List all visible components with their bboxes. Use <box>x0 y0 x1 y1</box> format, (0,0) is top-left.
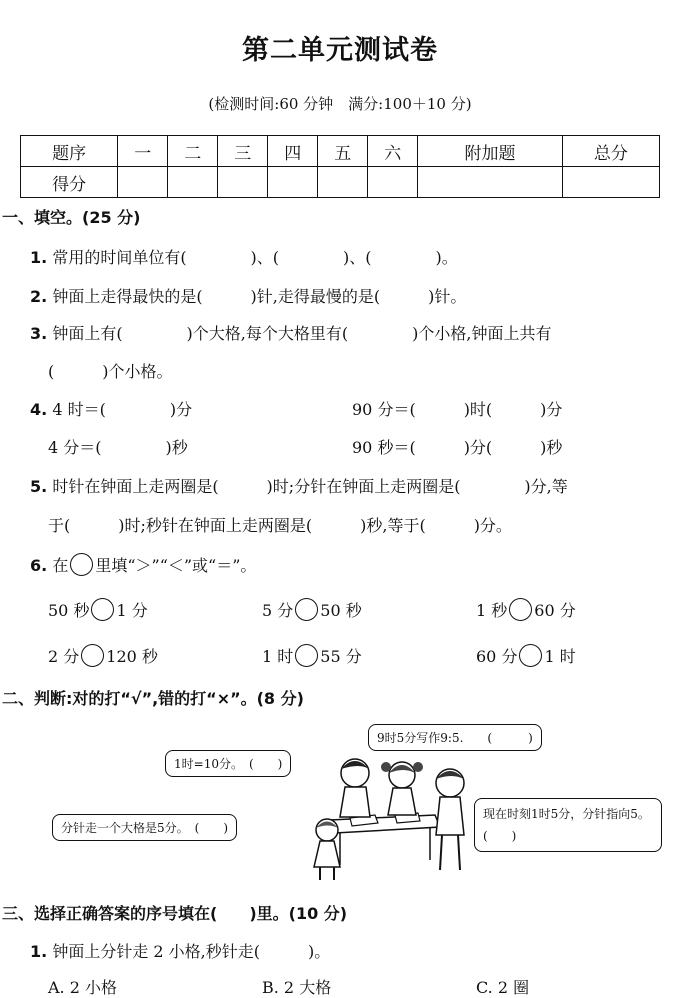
score-table-score-row <box>21 167 660 198</box>
score-cell[interactable] <box>318 167 368 198</box>
compare-right: 50 秒 <box>320 601 362 620</box>
option-c: C. 2 圈 <box>476 978 530 997</box>
compare-left: 60 分 <box>476 647 518 666</box>
choice-question-1: 1. 钟面上分针走 2 小格,秒针走( )。 <box>30 942 331 961</box>
answer-circle[interactable] <box>519 644 542 667</box>
section3-heading: 三、选择正确答案的序号填在( )里。(10 分) <box>2 904 348 923</box>
header-cell: 四 <box>268 136 318 167</box>
option-a: A. 2 小格 <box>48 978 117 997</box>
compare-item <box>262 644 362 667</box>
question-4c: 4 分＝( )秒 <box>48 438 188 457</box>
score-cell[interactable] <box>168 167 218 198</box>
question-text: 在 <box>52 556 69 575</box>
question-6: 6. 在 里填“＞”“＜”或“＝”。 <box>30 553 256 576</box>
header-cell: 六 <box>368 136 418 167</box>
score-cell[interactable] <box>562 167 659 198</box>
question-5: 5. 时针在钟面上走两圈是( )时;分针在钟面上走两圈是( )分,等 <box>30 477 568 496</box>
question-text: 4 时＝( )分 <box>52 400 193 419</box>
question-text: 钟面上走得最快的是( )针,走得最慢的是( )针。 <box>52 287 467 306</box>
compare-item <box>262 598 362 621</box>
question-2: 2. 钟面上走得最快的是( )针,走得最慢的是( )针。 <box>30 287 467 306</box>
compare-right: 55 分 <box>320 647 362 666</box>
score-table-header-row <box>21 136 660 167</box>
question-4b: 90 分＝( )时( )分 <box>352 400 563 419</box>
score-cell[interactable] <box>368 167 418 198</box>
children-illustration <box>300 745 480 885</box>
compare-left: 1 秒 <box>476 601 508 620</box>
speech-bubble: 1时=10分。 ( ) <box>165 750 291 777</box>
compare-item <box>476 598 576 621</box>
score-cell[interactable] <box>418 167 562 198</box>
compare-left: 5 分 <box>262 601 294 620</box>
compare-right: 1 时 <box>544 647 576 666</box>
question-text: 常用的时间单位有( )、( )、( )。 <box>52 248 458 267</box>
header-cell: 一 <box>118 136 168 167</box>
compare-left: 2 分 <box>48 647 80 666</box>
score-cell[interactable] <box>118 167 168 198</box>
circle-icon <box>70 553 93 576</box>
compare-item <box>48 644 158 667</box>
question-text: 时针在钟面上走两圈是( )时;分针在钟面上走两圈是( )分,等 <box>52 477 568 496</box>
score-cell[interactable] <box>218 167 268 198</box>
question-3: 3. 钟面上有( )个大格,每个大格里有( )个小格,钟面上共有 <box>30 324 552 343</box>
page-title: 第二单元测试卷 <box>242 35 438 66</box>
answer-circle[interactable] <box>91 598 114 621</box>
score-cell[interactable] <box>268 167 318 198</box>
section2-heading: 二、判断:对的打“√”,错的打“×”。(8 分) <box>2 689 304 708</box>
answer-circle[interactable] <box>295 644 318 667</box>
question-text: 钟面上有( )个大格,每个大格里有( )个小格,钟面上共有 <box>52 324 552 343</box>
compare-right: 120 秒 <box>106 647 158 666</box>
speech-bubble: 现在时刻1时5分，分针指向5。 ( ) <box>474 798 662 852</box>
speech-bubble: 9时5分写作9:5. ( ) <box>368 724 542 751</box>
compare-right: 1 分 <box>116 601 148 620</box>
header-cell: 题序 <box>21 136 118 167</box>
compare-item <box>476 644 576 667</box>
exam-subtitle: (检测时间:60 分钟 满分:100＋10 分) <box>208 95 472 113</box>
header-cell: 五 <box>318 136 368 167</box>
compare-right: 60 分 <box>534 601 576 620</box>
header-cell: 三 <box>218 136 268 167</box>
question-5-continued: 于( )时;秒针在钟面上走两圈是( )秒,等于( )分。 <box>48 516 512 535</box>
question-3-continued: ( )个小格。 <box>48 362 173 381</box>
option-b: B. 2 大格 <box>262 978 332 997</box>
question-4d: 90 秒＝( )分( )秒 <box>352 438 563 457</box>
section1-heading: 一、填空。(25 分) <box>2 208 141 227</box>
header-cell: 附加题 <box>418 136 562 167</box>
header-cell: 二 <box>168 136 218 167</box>
compare-item <box>48 598 148 621</box>
compare-left: 1 时 <box>262 647 294 666</box>
question-text: 里填“＞”“＜”或“＝”。 <box>95 556 257 575</box>
row-label: 得分 <box>21 167 118 198</box>
compare-left: 50 秒 <box>48 601 90 620</box>
answer-circle[interactable] <box>295 598 318 621</box>
answer-circle[interactable] <box>81 644 104 667</box>
score-table <box>20 135 660 198</box>
header-cell: 总分 <box>562 136 659 167</box>
answer-circle[interactable] <box>509 598 532 621</box>
question-4a: 4. 4 时＝( )分 <box>30 400 193 419</box>
question-text: 钟面上分针走 2 小格,秒针走( )。 <box>52 942 331 961</box>
speech-bubble: 分针走一个大格是5分。 ( ) <box>52 814 237 841</box>
question-1: 1. 常用的时间单位有( )、( )、( )。 <box>30 248 458 267</box>
